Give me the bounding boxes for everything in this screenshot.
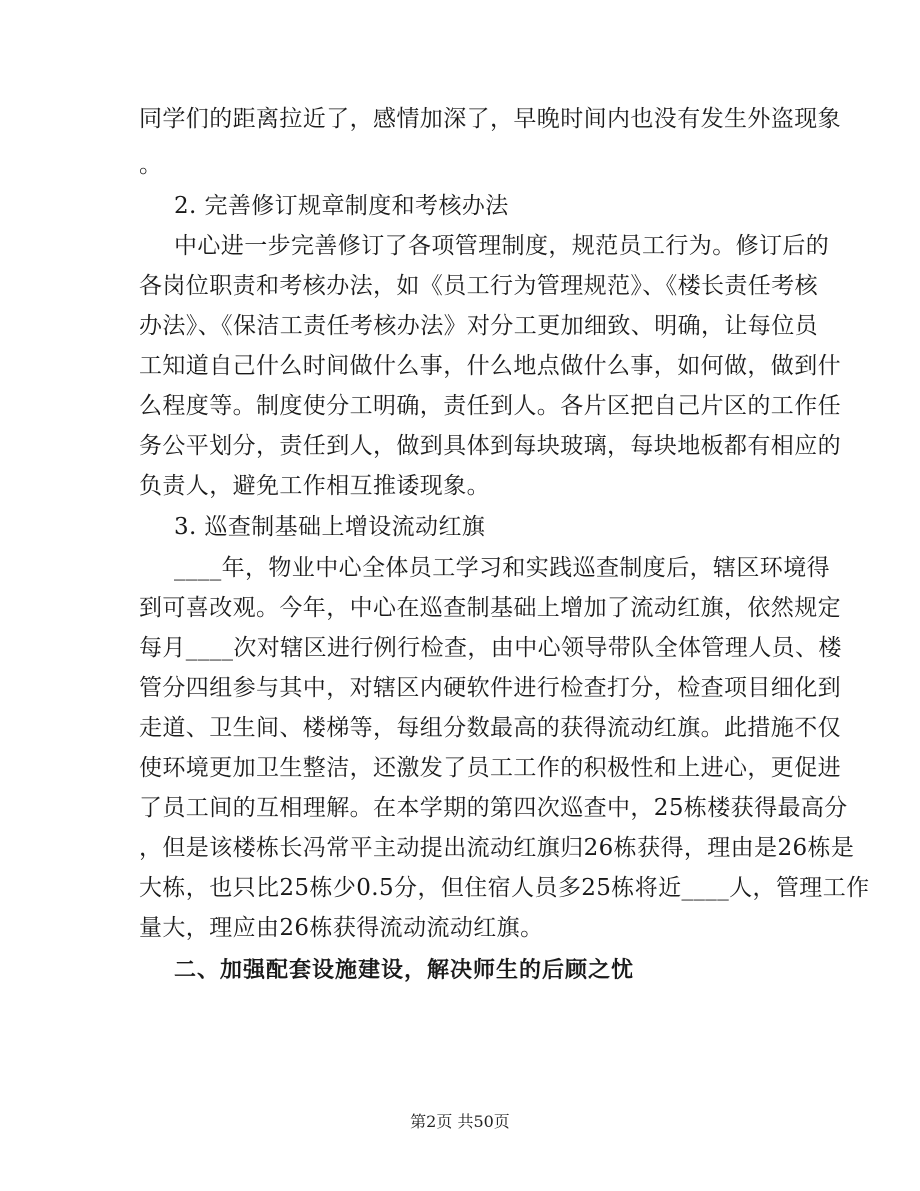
body-line: 走道、卫生间、楼梯等，每组分数最高的获得流动红旗。此措施不仅 <box>139 715 841 741</box>
body-line: ，但是该楼栋长冯常平主动提出流动红旗归26栋获得，理由是26栋是 <box>139 835 855 861</box>
body-line: 负责人，避免工作相互推诿现象。 <box>139 473 490 499</box>
body-line: 量大，理应由26栋获得流动流动红旗。 <box>139 915 544 941</box>
body-line: 务公平划分，责任到人，做到具体到每块玻璃，每块地板都有相应的 <box>139 433 841 459</box>
body-line: 大栋，也只比25栋少0.5分，但住宿人员多25栋将近____人，管理工作 <box>139 875 870 901</box>
chapter-heading: 二、加强配套设施建设，解决师生的后顾之忧 <box>174 958 635 983</box>
body-line: 管分四组参与其中，对辖区内硬软件进行检查打分，检查项目细化到 <box>139 675 841 701</box>
body-line: 中心进一步完善修订了各项管理制度，规范员工行为。修订后的 <box>174 233 830 259</box>
page-footer: 第2页 共50页 <box>410 1112 510 1131</box>
body-line: 使环境更加卫生整洁，还激发了员工工作的积极性和上进心，更促进 <box>139 755 841 781</box>
body-line: 到可喜改观。今年，中心在巡查制基础上增加了流动红旗，依然规定 <box>139 595 841 621</box>
section-heading: 3. 巡查制基础上增设流动红旗 <box>174 514 486 540</box>
section-heading: 2. 完善修订规章制度和考核办法 <box>174 193 509 219</box>
body-line: 同学们的距离拉近了，感情加深了，早晚时间内也没有发生外盗现象 <box>139 106 841 132</box>
body-line: 办法》、《保洁工责任考核办法》对分工更加细致、明确，让每位员 <box>139 313 818 339</box>
body-line: 每月____次对辖区进行例行检查，由中心领导带队全体管理人员、楼 <box>139 635 842 661</box>
body-line: 。 <box>139 152 163 178</box>
body-line: 了员工间的互相理解。在本学期的第四次巡查中，25栋楼获得最高分 <box>139 795 848 821</box>
body-line: 么程度等。制度使分工明确，责任到人。各片区把自己片区的工作任 <box>139 393 841 419</box>
body-line: ____年，物业中心全体员工学习和实践巡查制度后，辖区环境得 <box>174 555 830 581</box>
body-line: 工知道自己什么时间做什么事，什么地点做什么事，如何做，做到什 <box>139 353 841 379</box>
body-line: 各岗位职责和考核办法，如《员工行为管理规范》、《楼长责任考核 <box>139 273 818 299</box>
